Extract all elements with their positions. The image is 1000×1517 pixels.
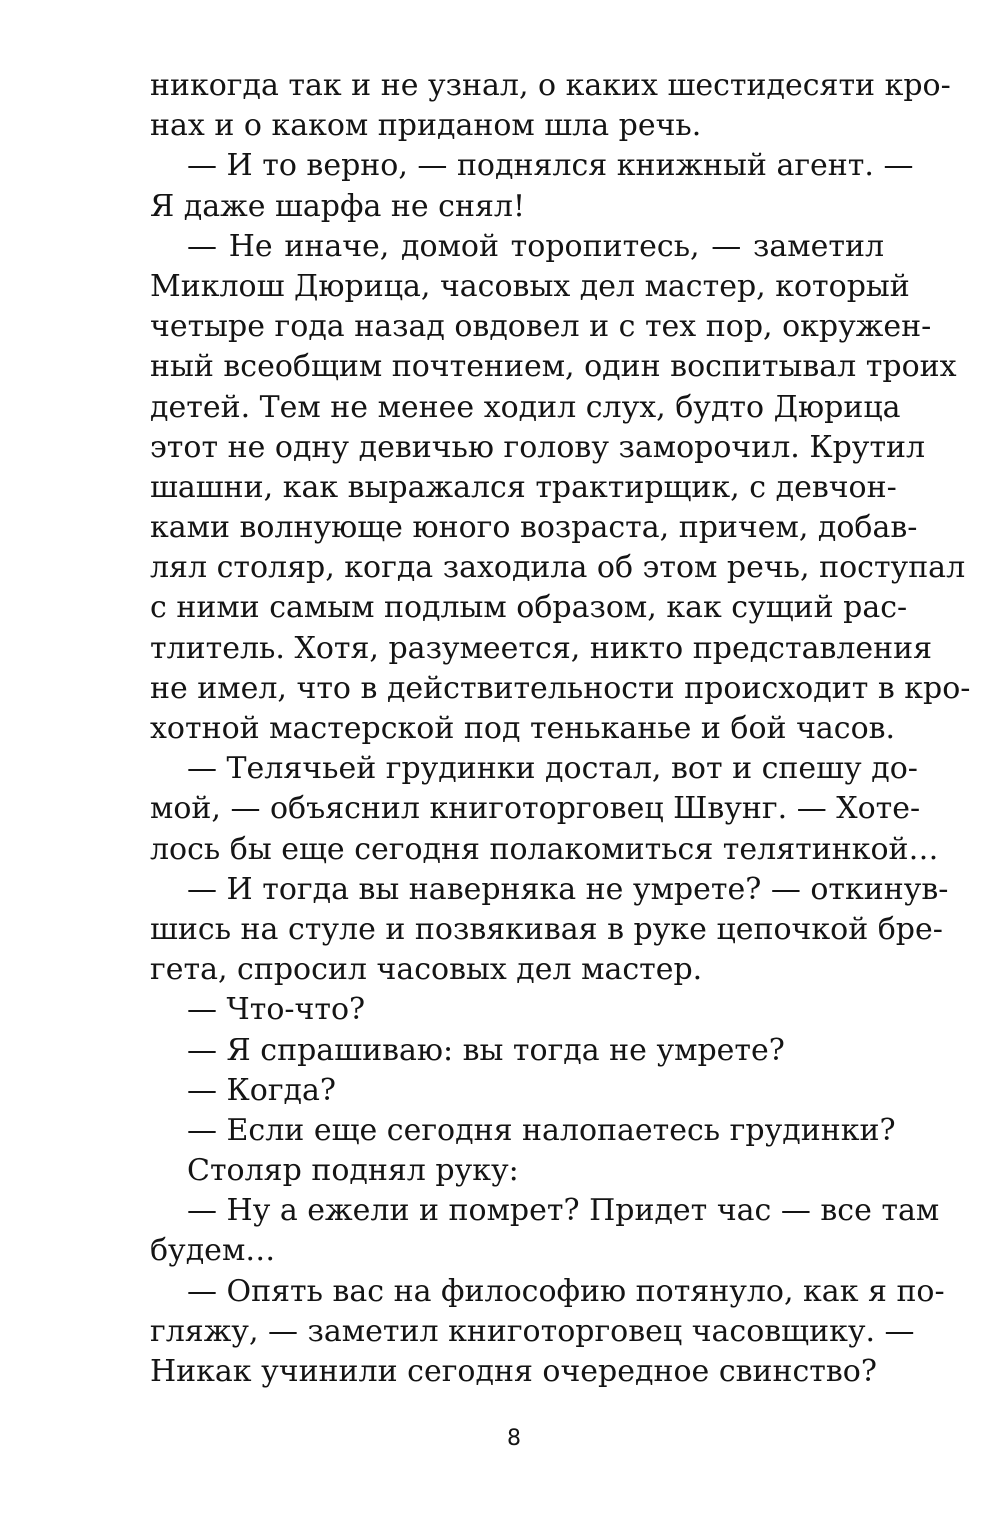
text-line: хотной мастерской под теньканье и бой часов. [150,711,896,746]
text-line: не имел, что в действительности происходит в кро- [150,670,971,706]
page-number: 8 [507,1426,521,1451]
text-line: будем… [150,1233,276,1269]
text-line: Столяр поднял руку: [187,1153,519,1189]
text-line: — Опять вас на философию потянуло, как я по- [187,1273,945,1309]
text-line: — Не иначе, домой торопитесь, — заметил [187,228,884,264]
text-line: гляжу, — заметил книготорговец часовщику. — [150,1313,915,1349]
text-line: этот не одну девичью голову заморочил. Крутил [150,429,926,465]
text-line: никогда так и не узнал, о каких шестидесяти кро- [150,68,951,103]
text-line: Миклош Дюрица, часовых дел мастер, который [150,268,910,304]
text-line: мой, — объяснил книготорговец Швунг. — Хоте- [150,791,921,827]
text-line: — Что-что? [187,992,366,1028]
text-line: тлитель. Хотя, разумеется, никто представления [150,630,933,666]
text-line: — Я спрашиваю: вы тогда не умрете? [187,1032,785,1068]
text-line: нах и о каком приданом шла речь. [150,108,702,144]
text-line: — Ну а ежели и помрет? Придет час — все там [187,1193,940,1229]
text-line: Я даже шарфа не снял! [150,188,526,224]
text-line: шашни, как выражался трактирщик, с девчон- [150,469,897,505]
text-line: с ними самым подлым образом, как сущий рас- [150,590,908,626]
text-line: детей. Тем не менее ходил слух, будто Дюрица [150,389,901,425]
text-line: — Телячьей грудинки достал, вот и спешу до- [187,751,918,787]
body-text [150,66,971,1392]
text-line: ный всеобщим почтением, один воспитывал троих [150,349,957,385]
text-line: шись на стуле и позвякивая в руке цепочкой бре- [150,911,943,947]
text-line: — И тогда вы наверняка не умрете? — откинув- [187,871,949,907]
text-line: лось бы еще сегодня полакомиться телятинкой… [150,831,939,867]
text-line: — Если еще сегодня налопаетесь грудинки? [187,1112,896,1148]
text-line: гета, спросил часовых дел мастер. [150,952,703,988]
text-line: четыре года назад овдовел и с тех пор, окружен- [150,309,932,345]
text-line: лял столяр, когда заходила об этом речь, поступал [150,550,966,586]
text-line: ками волнующе юного возраста, причем, добав- [150,510,918,546]
text-line: Никак учинили сегодня очередное свинство? [150,1354,877,1389]
text-line: — Когда? [187,1072,336,1108]
text-line: — И то верно, — поднялся книжный агент. — [187,148,914,184]
